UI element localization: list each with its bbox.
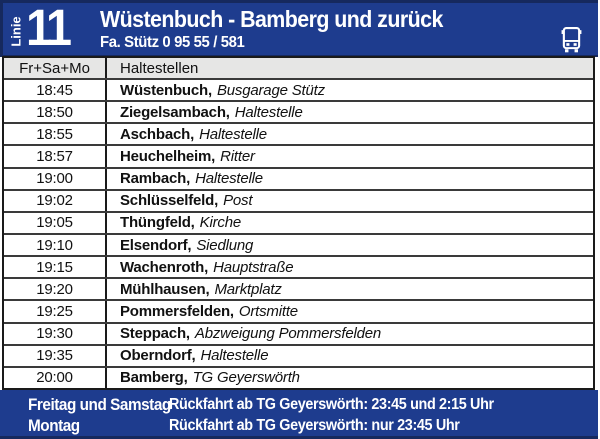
bus-front-icon (561, 26, 582, 59)
stop-cell (107, 191, 593, 211)
stop-cell (107, 80, 593, 100)
timetable-row (4, 366, 593, 388)
footer-row (0, 394, 598, 415)
timetable-row (4, 322, 593, 344)
timetable-row (4, 344, 593, 366)
stop-cell (107, 146, 593, 166)
departure-time: 19:00 (36, 170, 73, 188)
departure-time: 18:45 (36, 81, 73, 99)
stop-cell (107, 235, 593, 255)
timetable-row (4, 167, 593, 189)
departure-time: 19:25 (36, 302, 73, 320)
departure-time: 19:30 (36, 325, 73, 343)
departure-time-cell (4, 146, 107, 166)
departure-time: 20:00 (36, 369, 73, 387)
departure-time-cell (4, 102, 107, 122)
stop-name: Mühlhausen, (120, 280, 210, 298)
footer-info: Rückfahrt ab TG Geyerswörth: 23:45 und 2:15 Uhr (169, 395, 494, 413)
line-number: 11 (26, 0, 69, 56)
timetable-row (4, 211, 593, 233)
stop-name: Wüstenbuch, (120, 81, 212, 99)
stop-name: Rambach, (120, 170, 191, 188)
departure-time-cell (4, 235, 107, 255)
stop-name: Steppach, (120, 325, 190, 343)
departure-time-cell (4, 324, 107, 344)
stop-name: Aschbach, (120, 125, 195, 143)
stop-cell (107, 257, 593, 277)
column-header-days: Fr+Sa+Mo (4, 58, 107, 78)
stop-name: Elsendorf, (120, 236, 192, 254)
footer-note (0, 390, 598, 439)
footer-row (0, 415, 598, 436)
stop-detail: Haltestelle (200, 347, 269, 365)
stop-name: Schlüsselfeld, (120, 192, 219, 210)
departure-time-cell (4, 301, 107, 321)
stop-detail: Abzweigung Pommersfelden (194, 325, 382, 343)
stop-name: Bamberg, (120, 369, 188, 387)
departure-time-cell (4, 80, 107, 100)
stop-detail: Kirche (199, 214, 241, 232)
stop-detail: Haltestelle (199, 125, 267, 143)
header-titles (100, 6, 443, 52)
stop-cell (107, 368, 593, 388)
operator-subtitle: Fa. Stütz 0 95 55 / 581 (100, 34, 245, 51)
departure-time-cell (4, 279, 107, 299)
table-header-row (4, 58, 593, 78)
stop-detail: Ritter (220, 147, 255, 165)
column-header-stops: Haltestellen (120, 59, 199, 77)
timetable-row (4, 299, 593, 321)
stop-cell (107, 301, 593, 321)
timetable-row (4, 277, 593, 299)
footer-days: Montag (28, 415, 80, 435)
stop-detail: Marktplatz (214, 280, 282, 298)
stop-detail: Haltestelle (234, 103, 303, 121)
stop-detail: Busgarage Stütz (216, 81, 325, 99)
departure-time: 18:50 (36, 103, 73, 121)
stop-cell (107, 124, 593, 144)
timetable-row (4, 100, 593, 122)
stop-cell (107, 213, 593, 233)
stop-detail: Haltestelle (195, 170, 263, 188)
stop-cell (107, 102, 593, 122)
line-label: Linie (8, 15, 24, 47)
departure-time-cell (4, 257, 107, 277)
departure-time: 19:05 (36, 214, 73, 232)
stop-cell (107, 169, 593, 189)
footer-days: Freitag und Samstag (28, 394, 171, 414)
stop-cell (107, 346, 593, 366)
stop-cell (107, 279, 593, 299)
timetable-row (4, 189, 593, 211)
departure-time-cell (4, 368, 107, 388)
stop-name: Wachenroth, (120, 258, 209, 276)
timetable-row (4, 144, 593, 166)
departure-time: 19:20 (36, 280, 73, 298)
stop-name: Oberndorf, (120, 347, 196, 365)
departure-time-cell (4, 124, 107, 144)
timetable-row (4, 122, 593, 144)
departure-time-cell (4, 346, 107, 366)
departure-time-cell (4, 191, 107, 211)
departure-time-cell (4, 169, 107, 189)
footer-info: Rückfahrt ab TG Geyerswörth: nur 23:45 Uhr (169, 416, 460, 434)
stop-detail: Post (223, 192, 253, 210)
departure-time-cell (4, 213, 107, 233)
route-title: Wüstenbuch - Bamberg und zurück (100, 6, 443, 32)
stop-name: Ziegelsambach, (120, 103, 230, 121)
departure-time: 18:57 (36, 147, 73, 165)
timetable-row (4, 78, 593, 100)
timetable-row (4, 233, 593, 255)
departure-time: 19:02 (36, 192, 73, 210)
departure-time: 18:55 (36, 125, 73, 143)
header-banner (0, 0, 598, 57)
stop-name: Heuchelheim, (120, 147, 216, 165)
timetable-row (4, 255, 593, 277)
stop-detail: TG Geyerswörth (192, 369, 300, 387)
stop-name: Pommersfelden, (120, 302, 234, 320)
stop-detail: Siedlung (196, 236, 254, 254)
stop-name: Thüngfeld, (120, 214, 195, 232)
stop-detail: Ortsmitte (238, 302, 298, 320)
departure-time: 19:15 (36, 258, 73, 276)
stop-detail: Hauptstraße (213, 258, 294, 276)
departure-time: 19:35 (36, 347, 73, 365)
timetable-table (2, 56, 595, 390)
departure-time: 19:10 (36, 236, 73, 254)
stop-cell (107, 324, 593, 344)
